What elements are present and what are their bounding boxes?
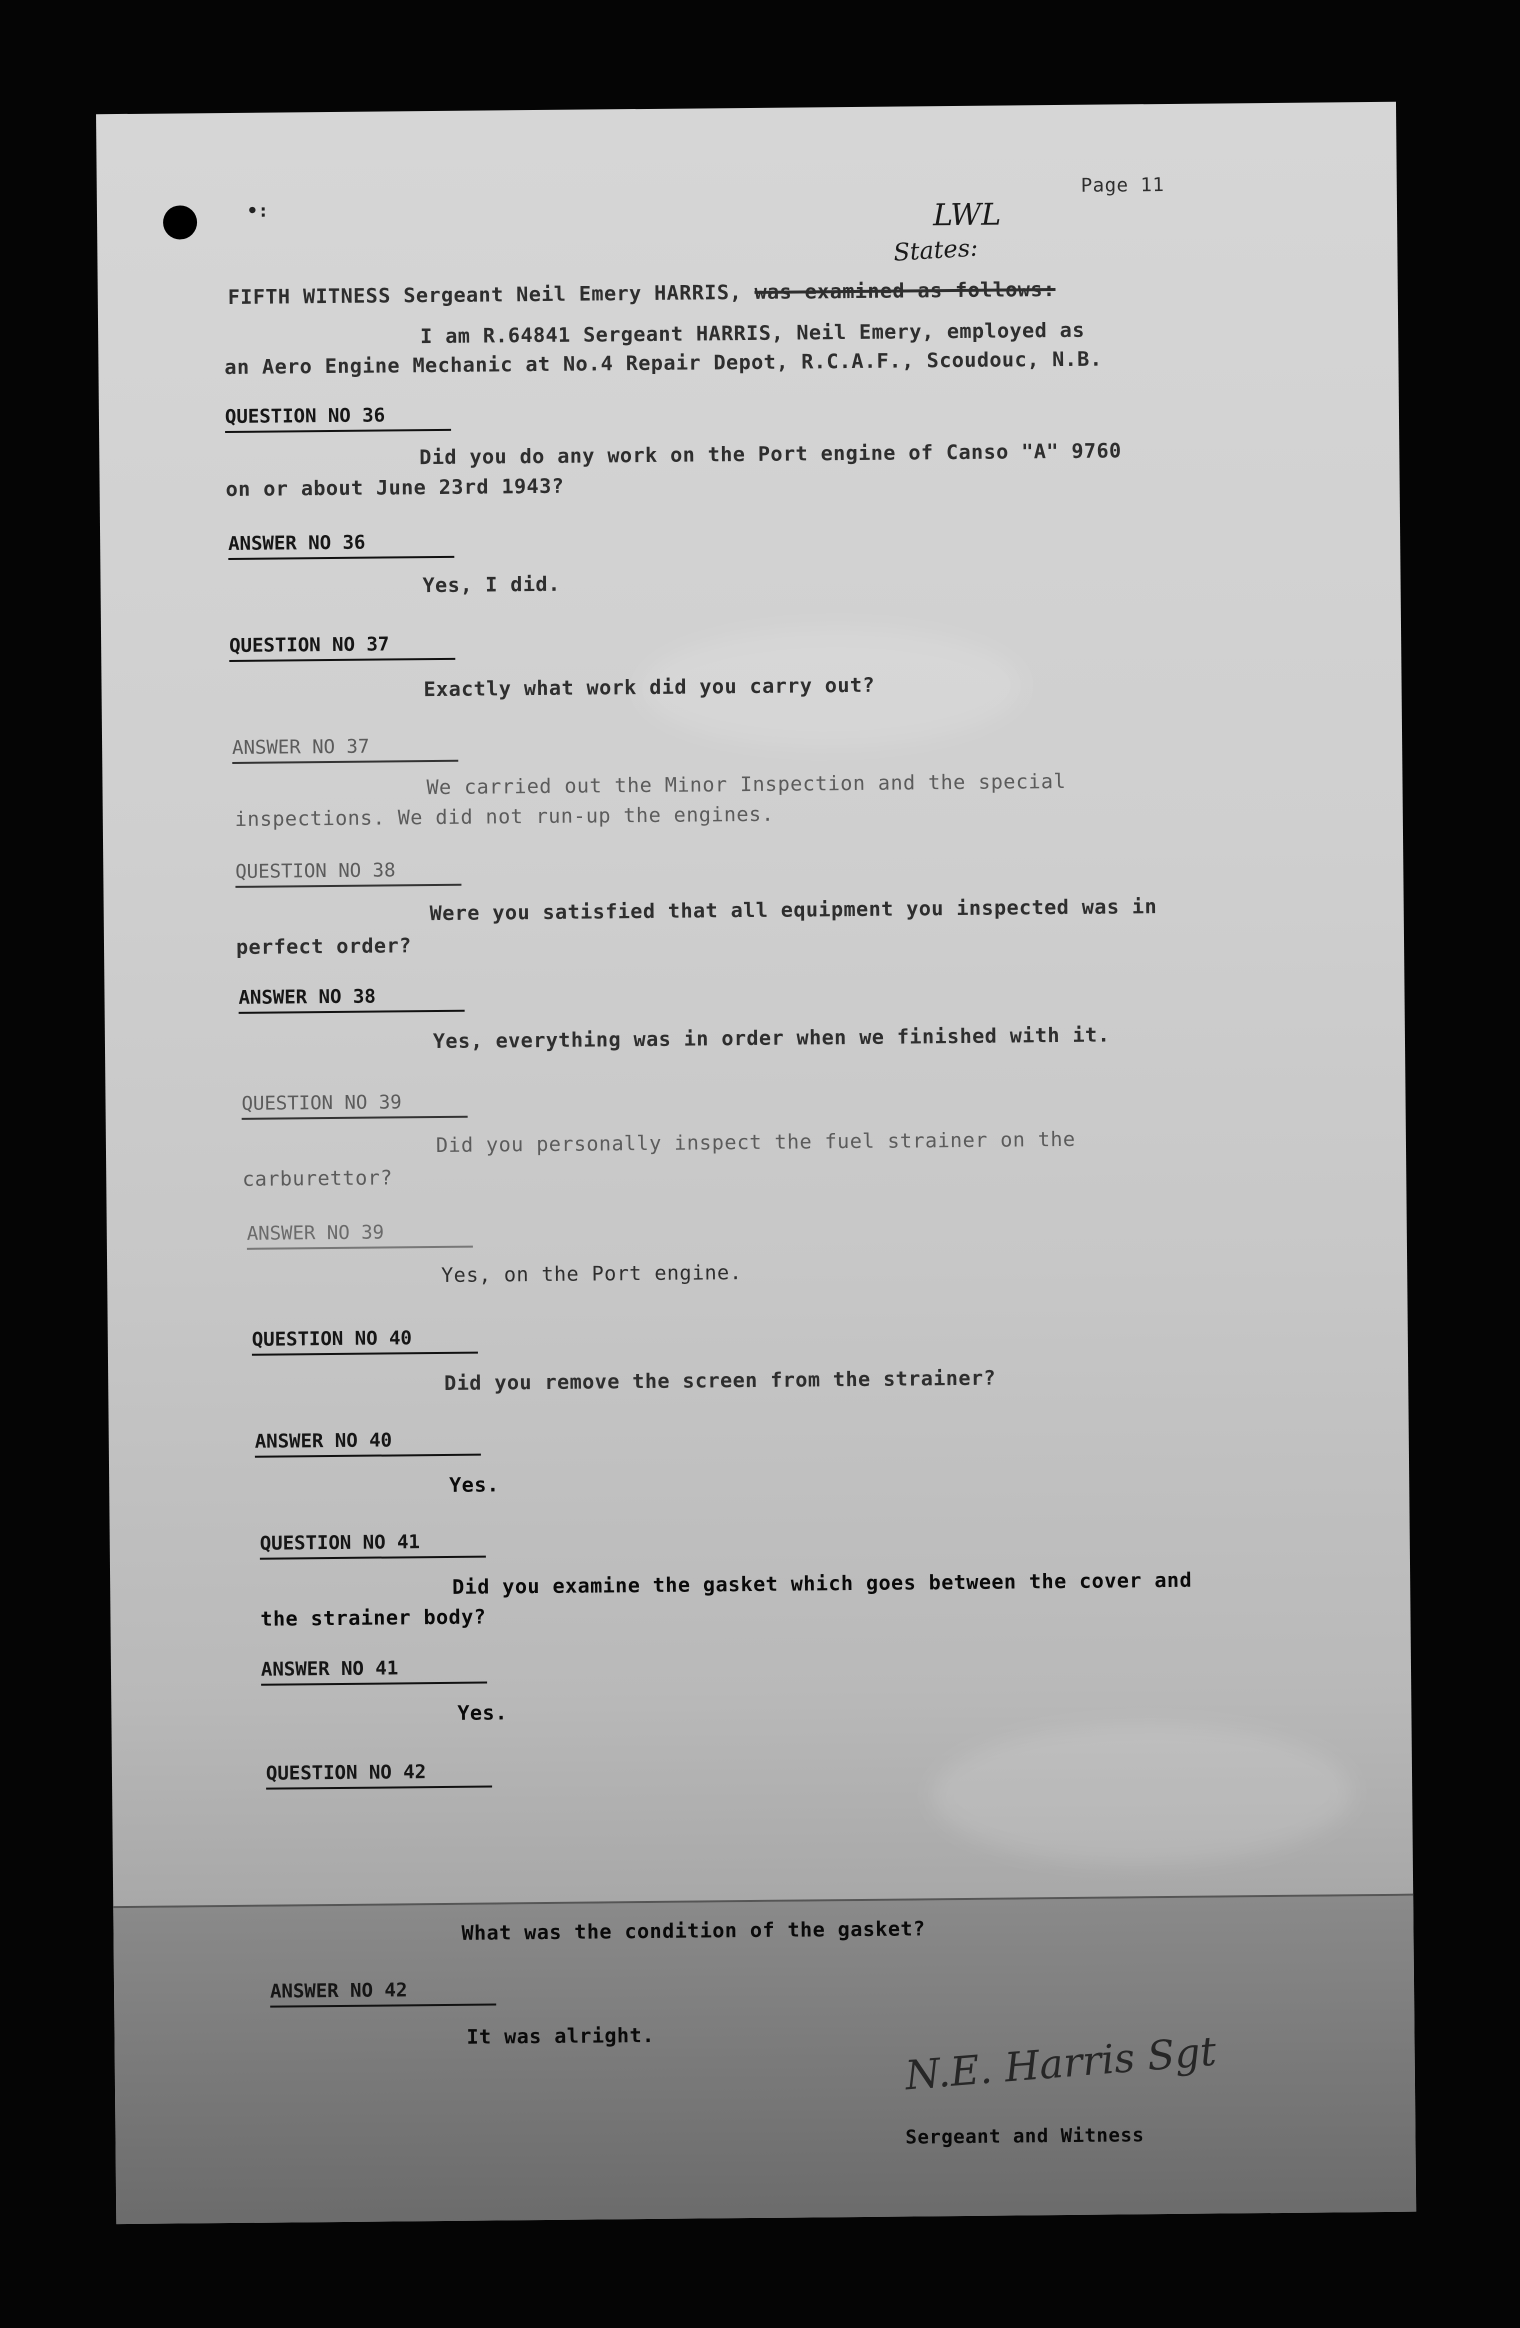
answer-text: Yes. [457, 1700, 508, 1725]
paper-stain [932, 1722, 1353, 1866]
answer-heading: ANSWER NO 38 [238, 985, 464, 1014]
page-lower-shadow [113, 1894, 1416, 2224]
answer-text: It was alright. [466, 2022, 655, 2049]
witness-label: FIFTH WITNESS [227, 283, 391, 309]
signature-caption: Sergeant and Witness [905, 2124, 1145, 2149]
struck-text: was examined as follows: [754, 277, 1056, 304]
handwritten-insertion: States: [892, 233, 979, 267]
witness-name: Sergeant Neil Emery HARRIS, [403, 280, 743, 308]
question-text: Did you do any work on the Port engine of Canso "A" 9760 [419, 438, 1122, 470]
punch-hole-icon [163, 205, 197, 239]
question-text: on or about June 23rd 1943? [225, 473, 565, 502]
question-heading: QUESTION NO 40 [252, 1327, 478, 1356]
question-heading: QUESTION NO 36 [225, 404, 451, 433]
page-number: Page 11 [1080, 173, 1165, 197]
ink-specks: •: [246, 200, 269, 222]
question-text: the strainer body? [260, 1604, 487, 1631]
question-text: Did you examine the gasket which goes between the cover and [452, 1567, 1193, 1599]
handwritten-initials: LWL [932, 197, 1002, 234]
question-text: Did you remove the screen from the strainer? [444, 1365, 997, 1395]
answer-heading: ANSWER NO 42 [270, 1978, 496, 2007]
answer-text: Yes, I did. [422, 571, 561, 598]
statement-line: I am R.64841 Sergeant HARRIS, Neil Emery, employed as [420, 317, 1085, 349]
answer-text: Yes, on the Port engine. [441, 1260, 743, 1287]
answer-text: Yes, everything was in order when we finished with it. [432, 1022, 1111, 1054]
answer-text: Yes. [449, 1472, 500, 1497]
question-text: perfect order? [235, 933, 412, 959]
answer-text: We carried out the Minor Inspection and the special [426, 768, 1067, 800]
statement-line: an Aero Engine Mechanic at No.4 Repair Depot, R.C.A.F., Scoudouc, N.B. [224, 346, 1103, 380]
question-text: What was the condition of the gasket? [461, 1916, 926, 1945]
answer-heading: ANSWER NO 41 [261, 1657, 487, 1686]
question-text: Did you personally inspect the fuel strainer on the [435, 1126, 1076, 1158]
answer-heading: ANSWER NO 37 [232, 735, 458, 764]
answer-heading: ANSWER NO 40 [255, 1429, 481, 1458]
question-heading: QUESTION NO 41 [260, 1531, 486, 1560]
question-heading: QUESTION NO 38 [235, 859, 461, 888]
question-text: Were you satisfied that all equipment you inspected was in [429, 894, 1158, 926]
question-heading: QUESTION NO 37 [229, 633, 455, 662]
witness-line [228, 277, 1056, 309]
answer-text: inspections. We did not run-up the engines. [234, 801, 775, 831]
question-text: carburettor? [242, 1165, 393, 1191]
question-heading: QUESTION NO 39 [241, 1091, 467, 1120]
question-text: Exactly what work did you carry out? [423, 672, 876, 702]
question-heading: QUESTION NO 42 [266, 1761, 492, 1790]
handwritten-signature: N.E. Harris Sgt [903, 2028, 1218, 2100]
answer-heading: ANSWER NO 36 [228, 531, 454, 560]
answer-heading: ANSWER NO 39 [247, 1221, 473, 1250]
typed-page [96, 102, 1416, 2224]
